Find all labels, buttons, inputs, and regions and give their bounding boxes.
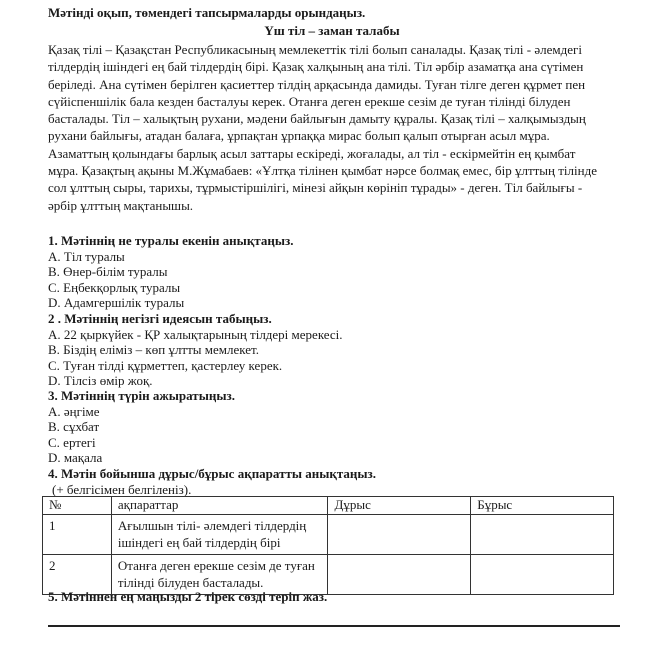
column-header-number: № [43, 497, 112, 515]
answer-option-b: B. сұхбат [48, 419, 100, 435]
question-heading: 2 . Мәтіннің негізгі идеясын табыңыз. [48, 311, 272, 326]
row-info: Отанға деген ерекше сезім де туған тілінді білуден басталады. [111, 555, 328, 595]
answer-option-b: B. Өнер-білім туралы [48, 264, 168, 280]
false-answer-cell[interactable] [471, 555, 614, 595]
question-3 [48, 388, 235, 466]
question-heading: 4. Мәтін бойынша дұрыс/бұрыс ақпаратты анықтаңыз. [48, 466, 377, 481]
question-2 [48, 311, 343, 389]
passage-line: мұра. Қазақтың ақыны М.Жұмабаев: «Ұлтқа тілінен қымбат нәрсе болмақ емес, бір ұлттың тілінде [48, 163, 597, 179]
answer-option-b: B. Біздің еліміз – көп ұлтты мемлекет. [48, 342, 259, 358]
passage-line: тілдердің ішіндегі ең бай тілдердің бірі. Қазақ халқының ана тілі. Тіл әрбір азаматқа ана сүтімен [48, 59, 584, 75]
true-answer-cell[interactable] [328, 515, 471, 555]
question-heading: 3. Мәтіннің түрін ажыратыңыз. [48, 388, 235, 403]
answer-option-a: A. Тіл туралы [48, 248, 125, 264]
false-answer-cell[interactable] [471, 515, 614, 555]
row-number: 2 [43, 555, 112, 595]
question-5-heading: 5. Мәтіннен ең маңызды 2 тірек сөзді теріп жаз. [48, 589, 328, 604]
answer-option-d: D. Адамгершілік туралы [48, 295, 185, 311]
answer-option-c: C. ертегі [48, 434, 96, 450]
passage-line: сүйіспеншілік бала кезден басталуы керек. Отанға деген ерекше сезім де туған тілінді білуден [48, 93, 571, 109]
answer-option-c: C. Еңбекқорлық туралы [48, 279, 181, 295]
text-title: Үш тіл – заман талабы [264, 23, 400, 38]
answer-option-a: A. 22 қыркүйек - ҚР халықтарының тілдері мерекесі. [48, 326, 343, 342]
task-instruction: Мәтінді оқып, төмендегі тапсырмаларды орындаңыз. [48, 5, 366, 20]
passage-line: басталады. Тіл – халықтың рухани, мәдени байлығын дамыту құралы. Қазақ тілі – халқымыздың [48, 111, 586, 127]
reading-passage [48, 41, 628, 214]
true-false-table [42, 496, 614, 595]
table-row [43, 515, 614, 555]
passage-line: әрбір ұлттың мақтанышы. [48, 197, 194, 213]
answer-option-c: C. Туған тілді құрметтеп, қастерлеу керек. [48, 357, 283, 373]
column-header-false: Бұрыс [471, 497, 614, 515]
answer-option-d: D. Тілсіз өмір жоқ. [48, 373, 153, 389]
true-answer-cell[interactable] [328, 555, 471, 595]
question-1 [48, 233, 293, 311]
answer-line[interactable] [48, 625, 620, 627]
passage-line: Азаматтың қолындағы барлық асыл заттары ескіреді, жоғалады, ал тіл - ескірмейтін ең қымбат [48, 145, 576, 161]
passage-line: сол ұлттың сыры, тарихы, тұрмыстіршілігі, мінезі айқын көрініп тұрады» - деген. Тіл байлығы - [48, 180, 583, 196]
passage-line: рухани байлығы, атадан балаға, ұрпақтан ұрпаққа мирас болып қалып отырған асыл мұра. [48, 128, 550, 144]
passage-line: Қазақ тілі – Қазақстан Республикасының мемлекеттік тілі болып саналады. Қазақ тілі - әлемдегі [48, 42, 582, 57]
question-4 [48, 466, 376, 482]
passage-line: беріледі. Ана сүтімен берілген қасиеттер тілдің арқасында дамиды. Туған тілге деген құрмет пен [48, 76, 586, 92]
question-heading: 1. Мәтіннің не туралы екенін анықтаңыз. [48, 233, 294, 248]
row-number: 1 [43, 515, 112, 555]
column-header-true: Дұрыс [328, 497, 471, 515]
answer-option-d: D. мақала [48, 450, 103, 466]
answer-option-a: A. әңгіме [48, 403, 100, 419]
column-header-info: ақпараттар [111, 497, 328, 515]
row-info: Ағылшын тілі- әлемдегі тілдердің ішіндегі ең бай тілдердің бірі [111, 515, 328, 555]
table-header-row [43, 497, 614, 515]
question-4-note: (+ белгісімен белгіленіз). [52, 482, 192, 497]
